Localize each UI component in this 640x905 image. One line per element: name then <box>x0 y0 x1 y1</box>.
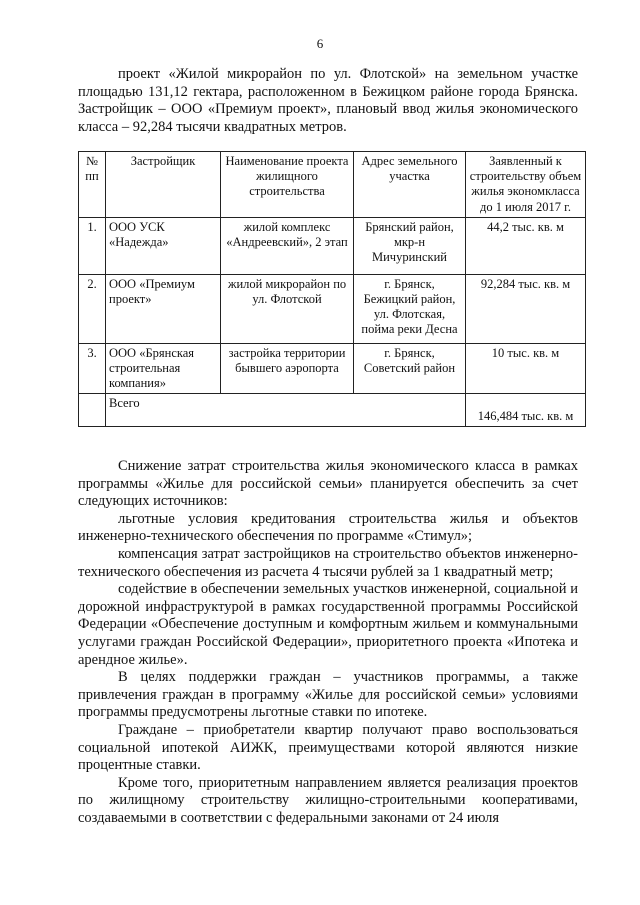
header-volume: Заявленный к строительству объем жилья экономкласса до 1 июля 2017 г. <box>466 152 586 218</box>
row-volume: 10 тыс. кв. м <box>466 343 586 394</box>
total-spacer <box>354 394 466 427</box>
paragraph: компенсация затрат застройщиков на строительство объектов инженерно-технического обеспечения из расчета 4 тысячи рублей за 1 квадратный метр; <box>78 545 578 580</box>
row-developer: ООО «Брянская строительная компания» <box>106 343 221 394</box>
header-developer: Застройщик <box>106 152 221 218</box>
table-total-row <box>79 394 586 427</box>
row-address: г. Брянск, Бежицкий район, ул. Флотская, пойма реки Десна <box>354 274 466 343</box>
header-number: № пп <box>79 152 106 218</box>
paragraph: содействие в обеспечении земельных участков инженерной, социальной и дорожной инфраструктурой в рамках государственной программы Российской Федерации «Обеспечение доступным и комфортным жильем и коммунальными услугами граждан Российской Федерации», приоритетного проекта «Ипотека и арендное жилье». <box>78 581 578 668</box>
page-number: 6 <box>316 36 324 51</box>
row-developer: ООО УСК «Надежда» <box>106 217 221 274</box>
row-volume: 44,2 тыс. кв. м <box>466 217 586 274</box>
row-address: Брянский район, мкр-н Мичуринский <box>354 217 466 274</box>
paragraph: Снижение затрат строительства жилья экономического класса в рамках программы «Жилье для российской семьи» планируется обеспечить за счет следующих источников: <box>78 458 578 510</box>
total-empty-cell <box>79 394 106 427</box>
row-project: жилой комплекс «Андреевский», 2 этап <box>221 217 354 274</box>
row-number: 2. <box>79 274 106 343</box>
paragraph: В целях поддержки граждан – участников программы, а также привлечения граждан в программу «Жилье для российской семьи» условиями программы предусмотрены льготные ставки по ипотеке. <box>78 669 578 721</box>
header-project: Наименование проекта жилищного строительства <box>221 152 354 218</box>
table-row <box>79 274 586 343</box>
total-value: 146,484 тыс. кв. м <box>466 394 586 427</box>
table-header-row <box>79 152 586 218</box>
table-row <box>79 217 586 274</box>
developers-table <box>78 151 586 427</box>
row-project: жилой микрорайон по ул. Флотской <box>221 274 354 343</box>
intro-paragraph: проект «Жилой микрорайон по ул. Флотской» на земельном участке площадью 131,12 гектара, расположенном в Бежицком районе города Брянска. Застройщик – ООО «Премиум проект», плановый ввод жилья экономического класса – 92,284 тысячи квадратных метров. <box>78 66 578 135</box>
body-section <box>78 458 578 827</box>
table-row <box>79 343 586 394</box>
row-number: 3. <box>79 343 106 394</box>
row-number: 1. <box>79 217 106 274</box>
paragraph: Граждане – приобретатели квартир получают право воспользоваться социальной ипотекой АИЖК, преимуществами которой являются низкие процентные ставки. <box>78 721 578 774</box>
total-label: Всего <box>106 394 221 427</box>
row-developer: ООО «Премиум проект» <box>106 274 221 343</box>
row-project: застройка территории бывшего аэропорта <box>221 343 354 394</box>
intro-section <box>78 66 578 136</box>
paragraph: Кроме того, приоритетным направлением является реализация проектов по жилищному строительству жилищно-строительными кооперативами, создаваемыми в соответствии с федеральными законами от 24 июля <box>78 774 578 826</box>
row-address: г. Брянск, Советский район <box>354 343 466 394</box>
header-address: Адрес земельного участка <box>354 152 466 218</box>
total-spacer <box>221 394 354 427</box>
row-volume: 92,284 тыс. кв. м <box>466 274 586 343</box>
paragraph: льготные условия кредитования строительства жилья и объектов инженерно-технического обеспечения по программе «Стимул»; <box>78 510 578 545</box>
